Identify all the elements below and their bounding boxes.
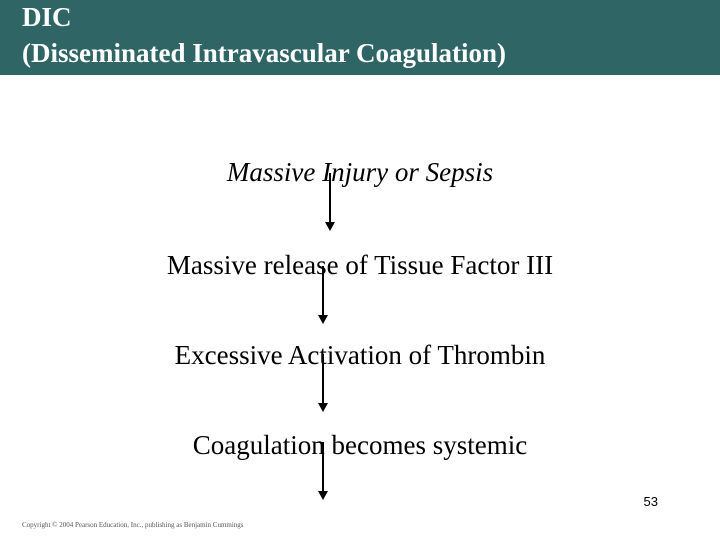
down-arrow-icon [325,173,335,233]
down-arrow-icon [318,266,328,326]
step-massive-injury: Massive Injury or Sepsis [226,157,494,187]
page-number: 53 [643,494,658,509]
down-arrow-icon [318,442,328,502]
title-bar [0,0,720,75]
step-tissue-factor-release: Massive release of Tissue Factor III [166,250,554,280]
slide-title: DIC [22,2,72,32]
step-systemic-coagulation: Coagulation becomes systemic [192,430,528,460]
step-thrombin-activation: Excessive Activation of Thrombin [174,340,546,370]
slide-subtitle: (Disseminated Intravascular Coagulation) [22,38,507,68]
copyright-notice: Copyright © 2004 Pearson Education, Inc., publishing as Benjamin Cummings [22,521,244,529]
down-arrow-icon [318,354,328,414]
